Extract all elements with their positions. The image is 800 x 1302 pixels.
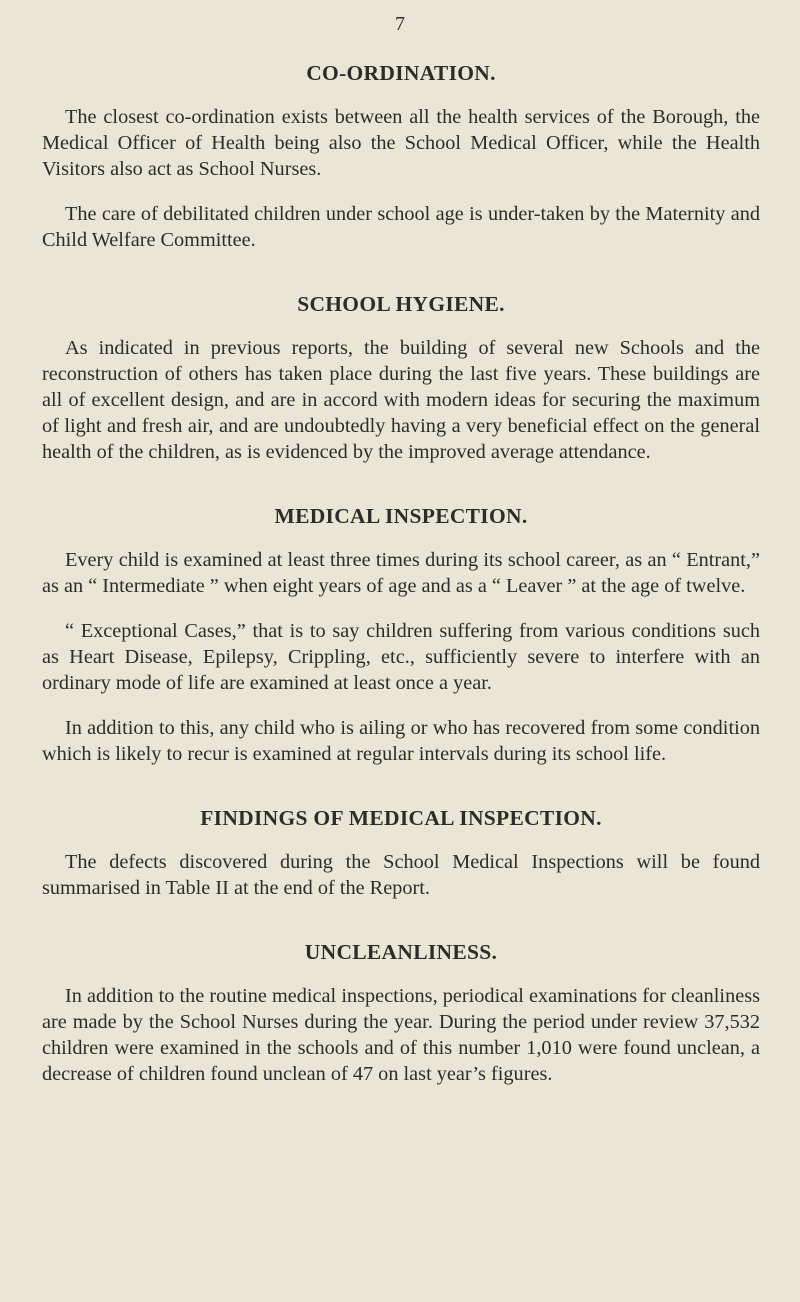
paragraph-school-hygiene-1: As indicated in previous reports, the building of several new Schools and the reconstruction of others has taken place during the last five years. These buildings are all of excellent design, and are in accord with modern ideas for securing the maximum of light and fresh air, and are undoubtedly having a very beneficial effect on the general health of the children, as is evidenced by the improved average attendance. (42, 337, 760, 463)
heading-uncleanliness: UNCLEANLINESS. (304, 940, 498, 964)
paragraph-coordination-1: The closest co-ordination exists between all the health services of the Borough, the Medical Officer of Health being also the School Medical Officer, while the Health Visitors also act as School Nurses. (42, 106, 760, 180)
paragraph-medical-inspection-2: “ Exceptional Cases,” that is to say children suffering from various conditions such as Heart Disease, Epilepsy, Crippling, etc., sufficiently severe to interfere with an ordinary mode of life are examined at least once a year. (42, 620, 760, 694)
heading-medical-inspection: MEDICAL INSPECTION. (274, 504, 528, 528)
heading-coordination: CO-ORDINATION. (306, 61, 496, 85)
paragraph-medical-inspection-3: In addition to this, any child who is ailing or who has recovered from some condition which is likely to recur is examined at regular intervals during its school life. (42, 717, 760, 765)
paragraph-medical-inspection-1: Every child is examined at least three times during its school career, as an “ Entrant,” as an “ Intermediate ” when eight years of age and as a “ Leaver ” at the age of twelve. (42, 549, 760, 597)
heading-findings: FINDINGS OF MEDICAL INSPECTION. (200, 806, 602, 830)
paragraph-findings-1: The defects discovered during the School Medical Inspections will be found summarised in Table II at the end of the Report. (42, 851, 760, 899)
paragraph-uncleanliness-1: In addition to the routine medical inspections, periodical examinations for cleanliness are made by the School Nurses during the year. During the period under review 37,532 children were examined in the schools and of this number 1,010 were found unclean, a decrease of children found unclean of 47 on last year’s figures. (42, 985, 760, 1085)
heading-school-hygiene: SCHOOL HYGIENE. (297, 292, 505, 316)
page-number: 7 (395, 13, 405, 35)
paragraph-coordination-2: The care of debilitated children under school age is under-taken by the Maternity and Child Welfare Committee. (42, 203, 760, 251)
